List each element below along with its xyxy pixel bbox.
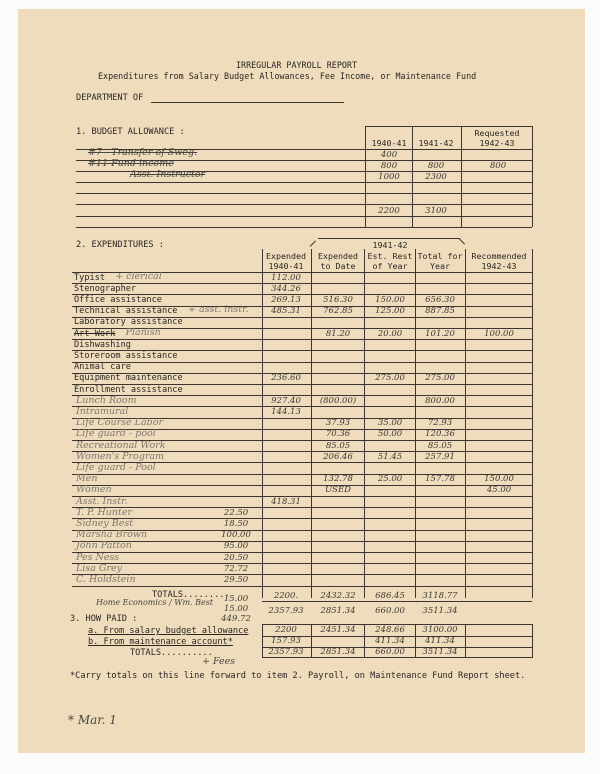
expenditure-row-note: + asst. instr. [188, 304, 249, 316]
expenditure-cell-est: 20.00 [377, 328, 403, 339]
after-totals-est-rest: 660.00 [375, 606, 405, 616]
expenditure-cell-rec: 150.00 [484, 474, 514, 485]
how-paid-totals-tot: 3511.34 [422, 647, 458, 657]
col-total-header: Total for Year [417, 251, 463, 271]
expenditure-cell-tot: 275.00 [425, 373, 455, 384]
expenditure-row-label: Storeroom assistance [74, 350, 178, 361]
expenditure-row-label: Art Work [74, 328, 116, 339]
expenditure-cell-tot: 887.85 [425, 306, 455, 317]
grid-row-line [72, 563, 532, 564]
expenditure-row-label: Marsha Brown [76, 529, 148, 541]
expenditure-cell-est: 150.00 [375, 294, 405, 305]
expenditure-cell-etd: USED [324, 485, 351, 496]
after-totals-expended-1940: 2357.93 [268, 606, 304, 616]
department-line [151, 102, 344, 103]
grid-row-line [72, 574, 532, 575]
expenditure-row-label: Recreational Work [76, 439, 166, 451]
fees-note: + Fees [202, 656, 236, 667]
expenditure-cell-e40: 485.31 [271, 306, 301, 317]
expenditure-row-side-amount: 20.50 [223, 552, 249, 563]
grid-row-line [72, 339, 532, 340]
expenditure-cell-e40: 236.60 [271, 373, 301, 384]
budget-row-1940: 400 [380, 150, 398, 160]
expenditure-cell-tot: 800.00 [425, 395, 455, 406]
expenditure-row-label: Lisa Grey [76, 562, 123, 574]
expenditure-cell-e40: 927.40 [271, 395, 301, 406]
expenditure-cell-etd: 37.93 [325, 418, 351, 429]
expenditure-cell-tot: 656.30 [425, 294, 455, 305]
footnote: *Carry totals on this line forward to item 2. Payroll, on Maintenance Fund Report sheet. [70, 671, 526, 681]
expenditure-row-label: Dishwashing [74, 339, 131, 350]
grid-row-line [72, 362, 532, 363]
expenditure-cell-etd: 206.46 [323, 451, 353, 462]
expenditure-row-side-amount: 18.50 [223, 518, 249, 529]
how-paid-totals-etd: 2851.34 [320, 647, 356, 657]
grid-row-line [72, 507, 532, 508]
grid-row-line [72, 541, 532, 542]
expenditure-row-side-amount: 95.00 [223, 541, 249, 552]
expenditures-heading: 2. EXPENDITURES : [76, 240, 164, 250]
expenditure-cell-etd: 81.20 [325, 328, 351, 339]
how-paid-row-b-label: b. From maintenance account* [88, 637, 233, 647]
totals-label: TOTALS......... [152, 590, 230, 600]
expenditure-row-label: Women's Program [76, 450, 165, 462]
after-totals-side-a: 15.00 [223, 594, 249, 604]
how-paid-heading: 3. HOW PAID : [70, 614, 138, 624]
report-title: IRREGULAR PAYROLL REPORT [236, 60, 358, 70]
expenditure-cell-tot: 72.93 [427, 418, 453, 429]
how-paid-b-est: 411.34 [375, 636, 405, 646]
expenditure-row-label: C. Holdstein [76, 573, 136, 585]
after-totals-side-c: 449.72 [221, 614, 251, 624]
budget-row-1941: 800 [427, 161, 445, 171]
expenditure-row-side-amount: 100.00 [221, 530, 251, 541]
expenditure-row-label: John Patton [76, 540, 132, 552]
budget-row-requested: 800 [489, 161, 507, 171]
expenditure-cell-est: 35.00 [377, 418, 403, 429]
budget-row-1940: 800 [380, 161, 398, 171]
expenditure-row-label: Laboratory assistance [74, 317, 183, 328]
report-subtitle: Expenditures from Salary Budget Allowances, Fee Income, or Maintenance Fund [98, 71, 477, 81]
expenditure-cell-est: 50.00 [377, 429, 403, 440]
expenditure-cell-est: 51.45 [377, 451, 403, 462]
expenditure-cell-etd: (800.00) [319, 395, 357, 406]
expenditure-cell-est: 25.00 [377, 474, 403, 485]
col-est-rest-header: Est. Rest of Year [367, 251, 413, 271]
after-totals-side-b: 15.00 [223, 604, 249, 614]
col-recommended-header: Recommended 1942-43 [471, 251, 527, 271]
expenditure-cell-est: 125.00 [375, 306, 405, 317]
expenditure-row-side-amount: 72.72 [223, 563, 249, 574]
expenditure-row-label: Stenographer [74, 283, 137, 294]
expenditure-cell-rec: 45.00 [486, 485, 512, 496]
expenditure-row-label: Office assistance [74, 294, 162, 305]
after-totals-expended-to-date: 2851.34 [320, 606, 356, 616]
group-1941-label: 1941-42 [372, 240, 408, 250]
expenditure-cell-e40: 418.31 [271, 496, 301, 507]
expenditure-row-label: Sidney Best [76, 517, 134, 529]
expenditure-cell-est: 275.00 [375, 373, 405, 384]
expenditure-row-label: Asst. Instr. [76, 495, 128, 507]
col-1941-header: 1941-42 [418, 138, 454, 148]
col-1940-header: 1940-41 [371, 138, 407, 148]
budget-total-1941: 3100 [425, 206, 447, 216]
grid-row-line [72, 518, 532, 519]
how-paid-b-e40: 157.93 [271, 636, 301, 646]
how-paid-a-etd: 2451.34 [320, 625, 356, 635]
grid-col-line [532, 249, 533, 598]
budget-row-label: Asst. Instructor [130, 169, 206, 180]
budget-heading: 1. BUDGET ALLOWANCE : [76, 127, 185, 137]
how-paid-totals-e40: 2357.93 [268, 647, 304, 657]
expenditure-row-label: Life guard - Pool [76, 461, 156, 473]
expenditure-row-side-amount: 22.50 [223, 507, 249, 518]
expenditure-row-label: Men [76, 473, 98, 485]
budget-row-1940: 1000 [378, 172, 400, 182]
how-paid-totals-est: 660.00 [375, 647, 405, 657]
expenditure-cell-tot: 157.78 [425, 474, 455, 485]
how-paid-a-est: 248.66 [375, 625, 405, 635]
expenditure-cell-e40: 269.13 [271, 294, 301, 305]
expenditure-cell-etd: 762.85 [323, 306, 353, 317]
grid-row-line [72, 586, 532, 587]
expenditure-cell-tot: 101.20 [425, 328, 455, 339]
totals-expended-to-date: 2432.32 [320, 591, 356, 601]
expenditure-row-note: + clerical [115, 270, 162, 282]
totals-expended-1940: 2200. [273, 591, 299, 601]
expenditure-cell-tot: 257.91 [425, 451, 455, 462]
col-expended-to-date-header: Expended to Date [318, 251, 358, 271]
expenditure-row-label: Enrollment assistance [74, 384, 183, 395]
totals-total: 3118.77 [422, 591, 458, 601]
expenditure-row-side-amount: 29.50 [223, 574, 249, 585]
expenditure-row-label: Pes Ness [76, 551, 120, 563]
after-totals-total: 3511.34 [422, 606, 458, 616]
expenditure-cell-e40: 144.13 [271, 406, 301, 417]
expenditure-cell-etd: 85.05 [325, 440, 351, 451]
grid-row-line [72, 485, 532, 486]
budget-row-label: #7 - Transfer of Sweg. [88, 147, 198, 158]
expenditure-cell-etd: 132.78 [323, 474, 353, 485]
expenditure-row-label: Lunch Room [76, 394, 137, 406]
expenditure-cell-etd: 70.36 [325, 429, 351, 440]
how-paid-a-e40: 2200 [275, 625, 297, 635]
expenditure-cell-tot: 120.36 [425, 429, 455, 440]
budget-row-label: #11 Fund income [88, 158, 174, 169]
expenditure-row-label: Intramural [76, 405, 129, 417]
after-totals-label: Home Economics / Wm. Best [96, 598, 214, 607]
totals-est-rest: 686.45 [375, 591, 405, 601]
expenditure-row-label: Technical assistance [74, 306, 178, 317]
signature-mark: * Mar. 1 [68, 713, 117, 727]
expenditure-row-label: Life Course Labor [76, 417, 163, 429]
how-paid-totals-label: TOTALS.......... [130, 648, 213, 658]
expenditure-cell-rec: 100.00 [484, 328, 514, 339]
col-requested-header: Requested 1942-43 [474, 128, 520, 148]
how-paid-row-a-label: a. From salary budget allowance [88, 626, 249, 636]
expenditure-row-label: Typist [74, 272, 106, 283]
expenditure-row-label: Equipment maintenance [74, 373, 183, 384]
grid-col-line [465, 249, 466, 598]
expenditure-row-note: Planish [125, 326, 161, 338]
col-expended-1940-header: Expended 1940-41 [266, 251, 306, 271]
totals-rule [262, 601, 532, 602]
department-label: DEPARTMENT OF [76, 93, 144, 103]
how-paid-a-tot: 3100.00 [422, 625, 458, 635]
expenditure-row-label: Women [76, 484, 112, 496]
how-paid-b-tot: 411.34 [425, 636, 455, 646]
expenditure-cell-tot: 85.05 [427, 440, 453, 451]
budget-total-1940: 2200 [378, 206, 400, 216]
budget-row-1941: 2300 [425, 172, 447, 182]
expenditure-cell-e40: 344.26 [271, 283, 301, 294]
expenditure-row-label: T. P. Hunter [76, 506, 132, 518]
grid-row-line [72, 552, 532, 553]
expenditure-row-label: Life guard - pool [76, 428, 156, 440]
expenditure-cell-etd: 516.30 [323, 294, 353, 305]
expenditure-row-label: Animal care [74, 362, 131, 373]
expenditure-cell-e40: 112.00 [271, 272, 301, 283]
